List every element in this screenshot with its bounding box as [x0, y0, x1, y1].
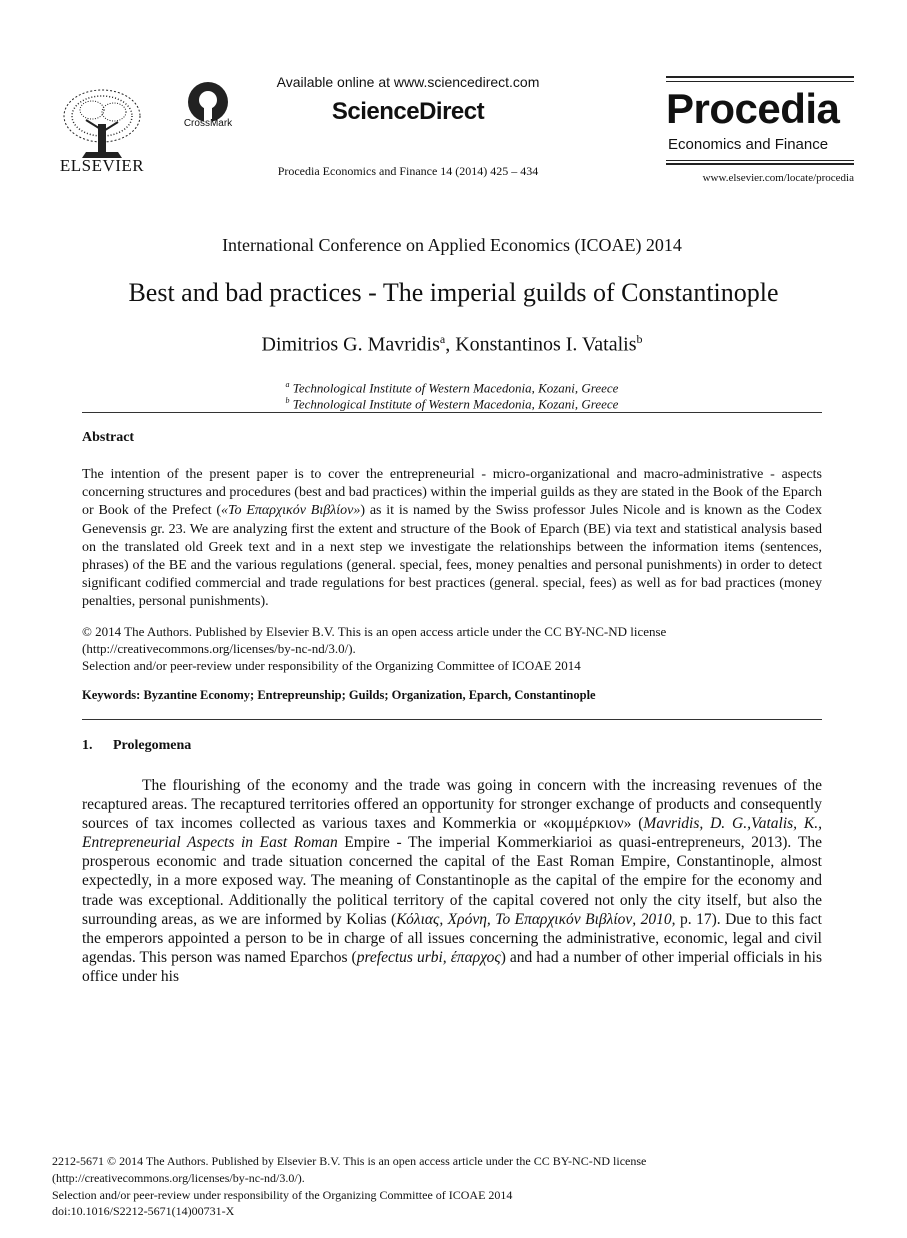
divider [82, 719, 822, 720]
section-title: Prolegomena [113, 738, 192, 753]
citation: Κόλιας, Χρόνη, Το Επαρχικόν Βιβλίον, 2010, [396, 910, 676, 928]
divider [666, 81, 854, 82]
conference-name: International Conference on Applied Economics (ICOAE) 2014 [222, 235, 682, 255]
copyright-line: © 2014 The Authors. Published by Elsevier B.V. This is an open access article under the CC BY-NC-ND license [82, 624, 667, 639]
abstract-text-part: The intention of the present paper is to cover the entrepreneurial - micro-organizational and macro-administrative - aspects concerning structures and procedures (best and bad practices) within the imperial guilds as they are stated in the Book of the Eparch or Book of the Prefect ( [82, 467, 822, 519]
affiliation-b [82, 396, 822, 412]
body-paragraph [82, 776, 822, 986]
procedia-url-link[interactable]: www.elsevier.com/locate/procedia [702, 172, 854, 184]
body-text: p. 17). Due to this fact the emperors appointed a person to be in charge of all issues concerning the administrative, economic, legal and civil agendas. This person was named Eparchos ( [82, 910, 822, 966]
license-link[interactable]: (http://creativecommons.org/licenses/by-nc-nd/3.0/). [82, 641, 356, 656]
keywords: Keywords: Byzantine Economy; Entrepreunship; Guilds; Organization, Eparch, Constantinople [82, 688, 596, 702]
available-online-text: Available online at www.sciencedirect.com [276, 74, 540, 90]
section-number: 1. [82, 738, 93, 753]
journal-citation: Procedia Economics and Finance 14 (2014) 425 – 434 [277, 164, 539, 178]
author-mark: a [439, 332, 446, 346]
elsevier-wordmark: ELSEVIER [59, 156, 145, 175]
procedia-subtitle: Economics and Finance [668, 136, 829, 153]
footer-peer-review: Selection and/or peer-review under responsibility of the Organizing Committee of ICOAE 2014 [52, 1188, 513, 1202]
divider [666, 160, 854, 161]
author-list [82, 332, 822, 357]
crossmark-label: CrossMark [183, 118, 233, 129]
divider [666, 163, 854, 165]
procedia-title: Procedia [666, 85, 840, 132]
footer-issn-license: 2212-5671 © 2014 The Authors. Published by Elsevier B.V. This is an open access article under the CC BY-NC-ND license [52, 1154, 647, 1168]
latin-term: prefectus urbi, έπαρχος [356, 948, 501, 966]
affiliation-mark: a [285, 380, 290, 389]
affiliation-text: Technological Institute of Western Macedonia, Kozani, Greece [289, 380, 619, 396]
affiliation-text: Technological Institute of Western Macedonia, Kozani, Greece [289, 396, 619, 412]
sciencedirect-logo: ScienceDirect [331, 98, 485, 125]
author-name: Dimitrios G. Mavridis [261, 333, 440, 356]
abstract-text [82, 466, 822, 612]
citation: Mavridis, D. G.,Vatalis, K., Entrepreneurial Aspects in East Roman [82, 815, 822, 852]
author-mark: b [636, 332, 643, 346]
divider [666, 76, 854, 78]
paper-title: Best and bad practices - The imperial guilds of Constantinople [128, 278, 779, 307]
author-separator: , [445, 333, 456, 356]
abstract-greek-title: «Το Επαρχικόν Βιβλίον» [221, 503, 361, 519]
author-name: Konstantinos I. Vatalis [455, 333, 637, 356]
body-text: The flourishing of the economy and the trade was going in concern with the increasing revenues of the recaptured areas. The recaptured territories offered an opportunity for stronger exchange of products and consequently sources of tax incomes collected as various taxes and Kommerkia or «κομμέρκιον» ( [82, 777, 822, 833]
affiliation-mark: b [285, 396, 290, 405]
body-text: ) and had a number of other imperial officials in his office under his [82, 948, 823, 985]
footer-doi[interactable]: doi:10.1016/S2212-5671(14)00731-X [52, 1204, 235, 1218]
divider [82, 412, 822, 413]
procedia-journal-logo [666, 76, 854, 188]
abstract-heading: Abstract [82, 430, 135, 445]
affiliation-a [82, 380, 822, 396]
footer-license-link[interactable]: (http://creativecommons.org/licenses/by-nc-nd/3.0/). [52, 1171, 305, 1185]
body-text: Empire - The imperial Kommerkiarioi as quasi-entrepreneurs, 2013). The prosperous economic and trade situation concerned the capital of the East Roman Empire, Constantinople, almost expectedly, in a more exposed way. The meaning of Constantinople as the capital of the empire for the economy and trade was exceptional. Additionally the political territory of the capital covered not only the city itself, but also the surrounding areas, as we are informed by Kolias ( [82, 834, 822, 928]
abstract-text-part: ) as it is named by the Swiss professor Jules Nicole and is known as the Codex Genevensis gr. 23. We are analyzing first the extent and structure of the Book of Eparch (BE) via text and statistical analysis based on the translated old Greek text and in a next step we investigate the relationships between the information items (sentences, phrases) of the BE and the various regulations (general. special, fees, money penalties and personal punishments) in order to detect significant codified commercial and trade regulations for best practices (general. special, fees) as well as for bad practices (money penalties, personal punishments). [82, 503, 822, 610]
section-heading [82, 738, 191, 754]
peer-review-note: Selection and/or peer-review under responsibility of the Organizing Committee of ICOAE 2014 [82, 658, 581, 673]
